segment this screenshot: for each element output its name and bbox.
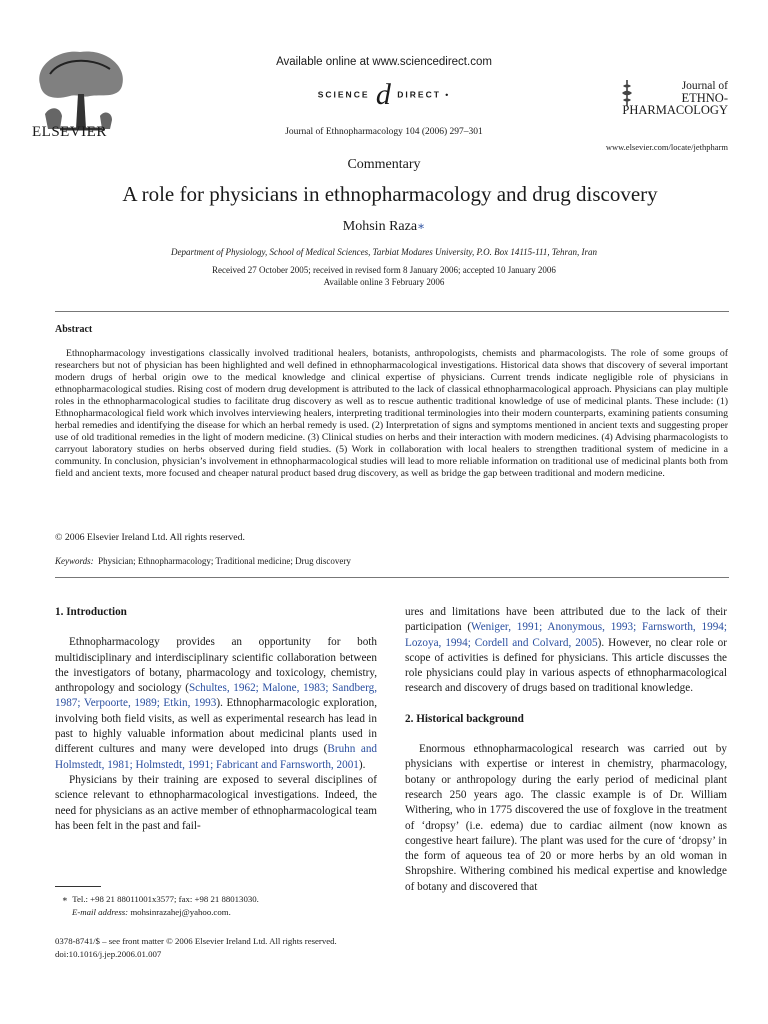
abstract-copyright: © 2006 Elsevier Ireland Ltd. All rights reserved.: [55, 532, 245, 543]
keywords-line: [55, 556, 351, 566]
author-affiliation: Department of Physiology, School of Medical Sciences, Tarbiat Modares University, P.O. Box 14115-111, Tehran, Iran: [170, 247, 598, 257]
doi-line[interactable]: doi:10.1016/j.jep.2006.01.007: [55, 949, 162, 959]
abstract-text: Ethnopharmacology investigations classically involved traditional healers, botanists, anthropologists, chemists and pharmacologists. The role of some groups of researchers but not of physician has been highlighted and well defined in ethnopharmacological investigations. Historical data shows that discovery of several important modern drugs of herbal origin owe to the medical knowledge and clinical expertise of physicians. Current trends indicate negligible role of physicians in ethnopharmacological studies. Rising cost of modern drug development is attributed to the lack of classical ethnopharmacological approach. Physicians can play multiple roles in the ethnopharmacological studies to facilitate drug discovery as well as to rescue authentic traditional knowledge of use of medicinal plants. These include: (1) Ethnopharmacological field work which involves interviewing healers, interpreting traditional terminologies into their modern counterparts, examining patients consuming herbal remedies and identifying the disease for which an herbal remedy is used. (2) Interpretation of signs and symptoms mentioned in ancient texts and suggesting proper use of old traditional remedies in the light of modern medicine. (3) Clinical studies on herbs and their interaction with modern medicines. (4) Advising pharmacologists to carryout laboratory studies on herbs observed during field studies. (5) Work in collaboration with local healers to strengthen traditional system of medicine in a community. In conclusion, physician’s involvement in ethnopharmacological studies will lead to more reliable information on traditional use of medicinal plants both from field and ancient texts, more focused and cheaper natural product based drug discovery, as well as bridge the gap between traditional and modern medicine.: [55, 348, 728, 479]
footnote-mark: ∗: [62, 894, 68, 904]
journal-url[interactable]: www.elsevier.com/locate/jethpharm: [605, 142, 728, 152]
front-matter-info: [55, 935, 337, 961]
abstract-bottom-divider: [55, 577, 729, 578]
keywords-list: Physician; Ethnopharmacology; Traditional medicine; Drug discovery: [98, 556, 351, 566]
footnote-divider: [55, 886, 101, 887]
publisher-name: ELSEVIER: [32, 124, 107, 140]
article-title: A role for physicians in ethnopharmacology and drug discovery: [122, 182, 658, 206]
available-online-line[interactable]: Available online at www.sciencedirect.com: [276, 56, 492, 68]
email-label: E-mail address:: [72, 906, 129, 917]
issn-line: 0378-8741/$ – see front matter © 2006 Elsevier Ireland Ltd. All rights reserved.: [55, 936, 337, 946]
author-footnote: [62, 893, 259, 918]
citation-link[interactable]: Schultes, 1962; Malone, 1983; Sandberg, 1987; Verpoorte, 1989; Etkin, 1993: [55, 682, 377, 710]
sciencedirect-logo: SCIENCE d DIRECT •: [317, 78, 451, 111]
article-type: Commentary: [347, 157, 421, 172]
intro-paragraph-2: Physicians by their training are exposed to several disciplines of science relevant to ethnopharmacological investigations. Indeed, the need for physicians as an active member of ethnopharmacological team has been felt in the past and fail-: [55, 773, 377, 832]
email-address[interactable]: mohsinrazahej@yahoo.com.: [130, 906, 231, 917]
available-date: Available online 3 February 2006: [323, 277, 445, 287]
abstract-heading: Abstract: [55, 324, 93, 335]
article-dates: [0, 264, 768, 288]
section-2-heading: 2. Historical background: [405, 712, 524, 725]
received-dates: Received 27 October 2005; received in revised form 8 January 2006; accepted 10 January 2006: [212, 265, 556, 275]
journal-logo: Journal of ETHNO- PHARMACOLOGY: [622, 80, 728, 117]
abstract-top-divider: [55, 311, 729, 312]
author-footnote-mark[interactable]: ∗: [417, 219, 426, 233]
footnote-phone: Tel.: +98 21 88011001x3577; fax: +98 21 88013030.: [72, 894, 259, 904]
author-line: [0, 219, 768, 235]
history-paragraph-1: Enormous ethnopharmacological research was carried out by physicians with expertise or interest in chemistry, pharmacology, botany or anthropology during the early period of medicinal plant research 250 years ago. The classic example is of Dr. William Withering, who in 1775 discovered the use of foxglove in the treatment of ‘dropsy’ (i.e. edema) due to cardiac ailment (now known as congestive heart failure). The plant was used for the cure of ‘dropsy’ in the form of aqueous tea of 20 or more herbs by an old woman in Shropshire. Withering combined his medical expertise and knowledge of botany and discovered that: [405, 743, 727, 893]
section-1-heading: 1. Introduction: [55, 606, 127, 618]
left-column: [55, 605, 377, 834]
intro-paragraph-continued: ures and limitations have been attributed due to the lack of their participation (Weniger, 1991; Anonymous, 1993; Farnsworth, 1994; Lozoya, 1994; Cordell and Colvard, 2005). However, no clear role or scope of activities is defined for physicians. This article discusses the role physicians could play in various aspects of ethnopharmacological research and discovery of drugs based on traditional knowledge.: [405, 606, 727, 695]
right-column: [405, 605, 727, 895]
keywords-label: Keywords:: [55, 556, 94, 566]
citation-link[interactable]: Bruhn and Holmstedt, 1981; Holmstedt, 1991; Fabricant and Farnsworth, 2001: [55, 743, 378, 771]
journal-reference: Journal of Ethnopharmacology 104 (2006) 297–301: [285, 127, 483, 137]
intro-paragraph-1: Ethnopharmacology provides an opportunity for both multidisciplinary and interdisciplinary scientific collaboration between the investigators of botany, pharmacology and toxicology, chemistry, anthropology and sociology (Schultes, 1962; Malone, 1983; Sandberg, 1987; Verpoorte, 1989; Etkin, 1993). Ethnopharmacologic exploration, involving both field visits, as well as experimental research has lead in past to highly valuable information about medicinal plants used in different cultures and many were developed into drugs (Bruhn and Holmstedt, 1981; Holmstedt, 1991; Fabricant and Farnsworth, 2001).: [55, 636, 378, 771]
author-name: Mohsin Raza: [342, 219, 418, 234]
citation-link[interactable]: Weniger, 1991; Anonymous, 1993; Farnsworth, 1994; Lozoya, 1994; Cordell and Colvard, 2005: [405, 621, 727, 649]
